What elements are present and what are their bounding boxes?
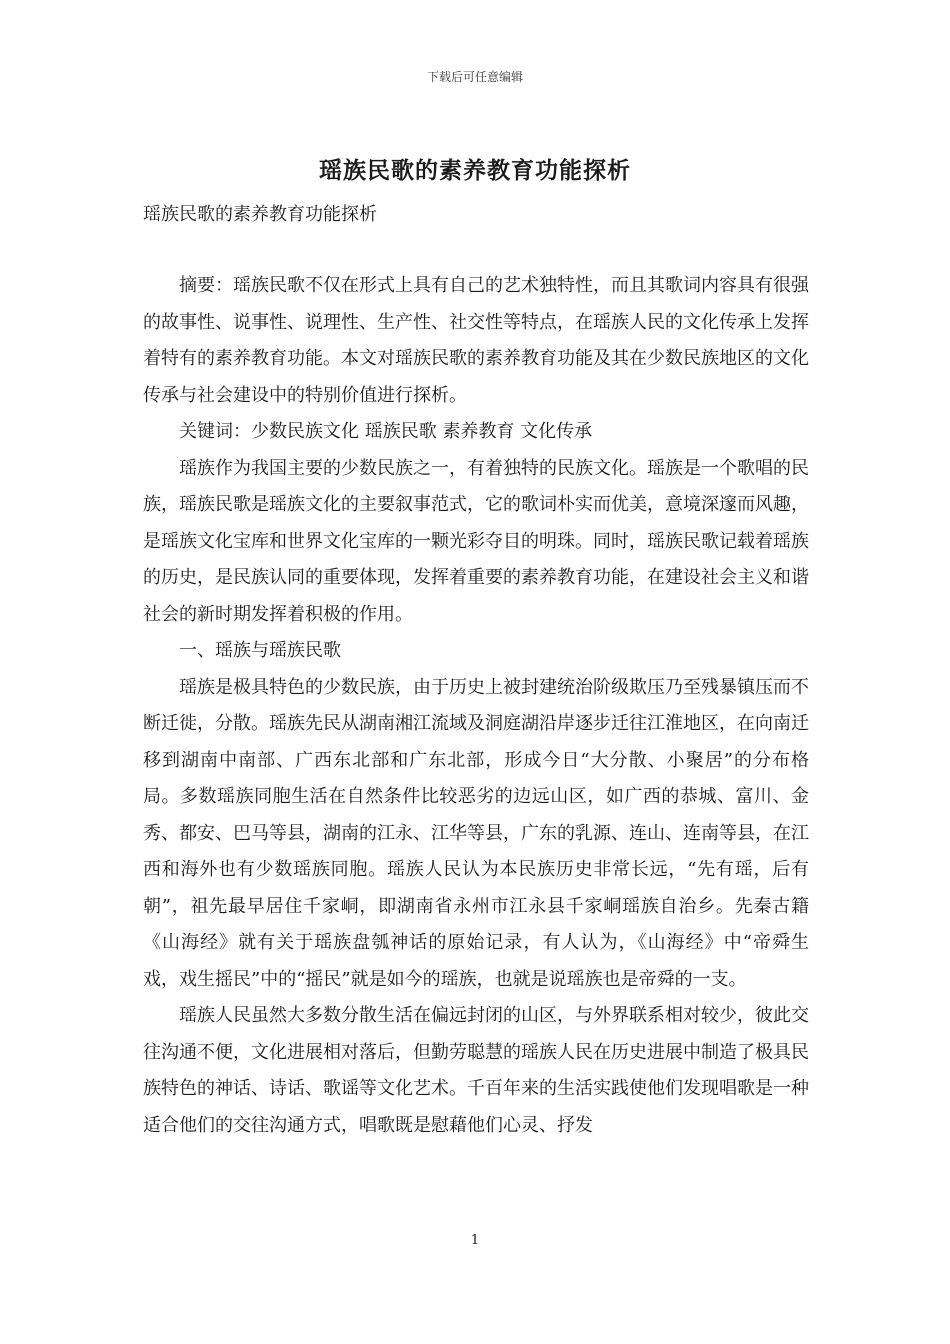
- section-heading: 一、瑶族与瑶族民歌: [179, 640, 341, 661]
- body-paragraph-2: 瑶族是极具特色的少数民族，由于历史上被封建统治阶级欺压乃至残暴镇压而不断迁徙，分散。瑶族先民从湖南湘江流域及洞庭湖沿岸逐步迁往江淮地区，在向南迁移到湖南中南部、广西东北部和广东北部，形成今日“大分散、小聚居”的分布格局。多数瑶族同胞生活在自然条件比较恶劣的边远山区，如广西的恭城、富川、金秀、都安、巴马等县，湖南的江永、江华等县，广东的乳源、连山、连南等县，在江西和海外也有少数瑶族同胞。瑶族人民认为本民族历史非常长远，“先有瑶，后有朝”，祖先最早居住千家峒，即湖南省永州市江永县千家峒瑶族自治乡。先秦古籍《山海经》就有关于瑶族盘瓠神话的原始记录，有人认为，《山海经》中“帝舜生戏，戏生摇民”中的“摇民”就是如今的瑶族，也就是说瑶族也是帝舜的一支。: [143, 676, 809, 990]
- document-title: 瑶族民歌的素养教育功能探析: [319, 157, 631, 184]
- header-note: 下载后可任意编辑: [426, 70, 523, 84]
- document-subtitle: 瑶族民歌的素养教育功能探析: [143, 204, 377, 225]
- body-paragraph-1: 瑶族作为我国主要的少数民族之一，有着独特的民族文化。瑶族是一个歌唱的民族，瑶族民歌是瑶族文化的主要叙事范式，它的歌词朴实而优美，意境深邃而风趣，是瑶族文化宝库和世界文化宝库的一颗光彩夺目的明珠。同时，瑶族民歌记载着瑶族的历史，是民族认同的重要体现，发挥着重要的素养教育功能，在建设社会主义和谐社会的新时期发挥着积极的作用。: [143, 457, 809, 625]
- keywords-line: 关键词：少数民族文化 瑶族民歌 素养教育 文化传承: [179, 421, 593, 442]
- document-body: [143, 268, 809, 1144]
- page-number: 1: [470, 1233, 480, 1248]
- abstract-paragraph: 摘要：瑶族民歌不仅在形式上具有自己的艺术独特性，而且其歌词内容具有很强的故事性、说事性、说理性、生产性、社交性等特点，在瑶族人民的文化传承上发挥着特有的素养教育功能。本文对瑶族民歌的素养教育功能及其在少数民族地区的文化传承与社会建设中的特别价值进行探析。: [143, 275, 809, 406]
- body-paragraph-3: 瑶族人民虽然大多数分散生活在偏远封闭的山区，与外界联系相对较少，彼此交往沟通不便，文化进展相对落后，但勤劳聪慧的瑶族人民在历史进展中制造了极具民族特色的神话、诗话、歌谣等文化艺术。千百年来的生活实践使他们发现唱歌是一种适合他们的交往沟通方式，唱歌既是慰藉他们心灵、抒发: [143, 1005, 809, 1136]
